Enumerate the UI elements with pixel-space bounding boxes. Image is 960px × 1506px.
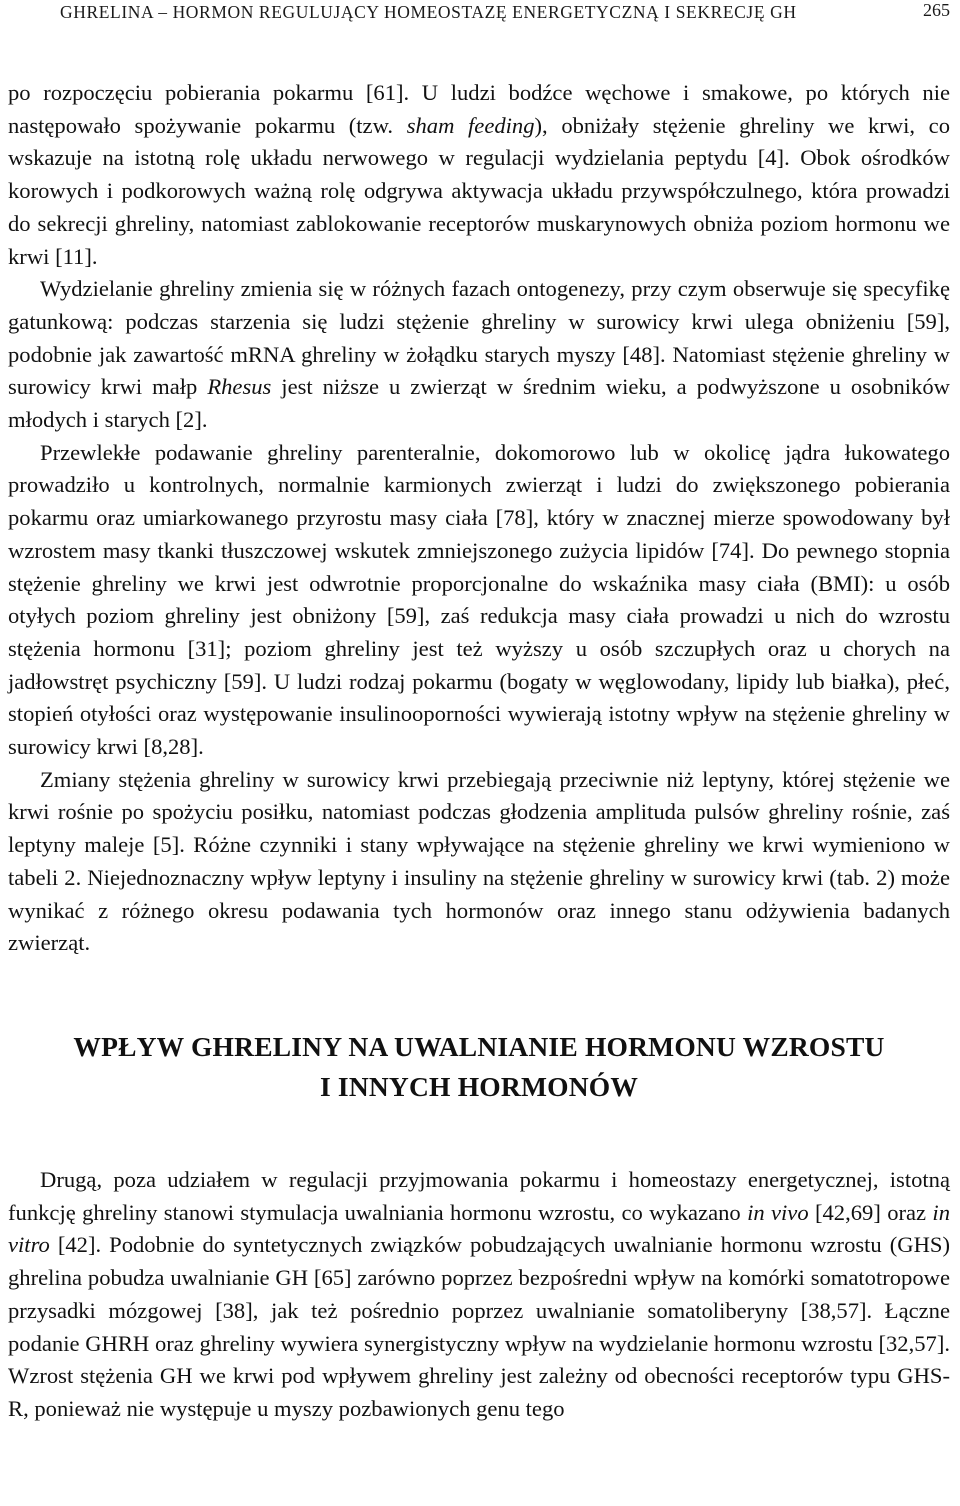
text-run: Zmiany stężenia ghreliny w surowicy krwi przebiegają przeciwnie niż leptyny, której stężenie we krwi rośnie po spożyciu posiłku, natomiast podczas głodzenia amplituda pulsów ghreliny rośnie, zaś leptyny maleje [5]. Różne czynniki i stany wpływające na stężenie ghreliny we krwi wymieniono w tabeli 2. Niejednoznaczny wpływ leptyny i insuliny na stężenie ghreliny w surowicy krwi (tab. 2) może wynikać z różnego okresu podawania tych hormonów oraz innego stanu odżywienia badanych zwierząt. bbox=[8, 766, 950, 956]
running-header bbox=[8, 0, 950, 30]
text-run: [42]. Podobnie do syntetycznych związków pobudzających uwalnianie hormonu wzrostu (GHS) ghrelina pobudza uwalnianie GH [65] zarówno poprzez bezpośredni wpływ na komórki somatotropowe przysadki mózgowej [38], jak też pośrednio poprzez uwalnianie somatoliberyny [38,57]. Łączne podanie GHRH oraz ghreliny wywiera synergistyczny wpływ na wydzielanie hormonu wzrostu [32,57]. Wzrost stężenia GH we krwi pod wpływem ghreliny jest zależny od obecności receptorów typu GHS-R, ponieważ nie występuje u myszy pozbawionych genu tego bbox=[8, 1232, 950, 1421]
section-heading-line-1: WPŁYW GHRELINY NA UWALNIANIE HORMONU WZROSTU bbox=[73, 1030, 885, 1062]
text-run: Przewlekłe podawanie ghreliny parenteralnie, dokomorowo lub w okolicę jądra łukowatego prowadziło u kontrolnych, normalnie karmionych zwierząt i ludzi do zwiększonego pobierania pokarmu oraz umiarkowanego przyrostu masy ciała [78], który w znacznej mierze spowodowany był wzrostem masy tkanki tłuszczowej wskutek zmniejszonego zużycia lipidów [74]. Do pewnego stopnia stężenie ghreliny we krwi jest odwrotnie proporcjonalne do wskaźnika masy ciała (BMI): u osób otyłych poziom ghreliny jest obniżony [59], zaś redukcja masy ciała prowadzi u nich do wzrostu stężenia hormonu [31]; poziom ghreliny jest też wyższy u osób szczupłych oraz u chorych na jadłowstręt psychiczny [59]. U ludzi rodzaj pokarmu (bogaty w węglowodany, lipidy lub białka), płeć, stopień otyłości oraz występowanie insulinooporności wywierają istotny wpływ na stężenie ghreliny w surowicy krwi [8,28]. bbox=[8, 439, 950, 760]
paragraph-1 bbox=[8, 77, 950, 273]
text-run: jest niższe u zwierząt w średnim wieku, a podwyższone u osobników młodych i starych [2]. bbox=[8, 374, 950, 433]
text-run: ), obniżały stężenie ghreliny we krwi, co wskazuje na istotną rolę układu nerwowego w regulacji wydzielania peptydu [4]. Obok ośrodków korowych i podkorowych ważną rolę odgrywa aktywacja układu przywspółczulnego, która prowadzi do sekrecji ghreliny, natomiast zablokowanie receptorów muskarynowych obniża poziom hormonu we krwi [11]. bbox=[8, 112, 950, 269]
section-heading bbox=[8, 1027, 950, 1107]
italic-term: in vivo bbox=[747, 1199, 809, 1225]
text-run: po rozpoczęciu pobierania pokarmu [61]. U ludzi bodźce węchowe i smakowe, po których nie następowało spożywanie pokarmu (tzw. bbox=[8, 80, 950, 138]
text-run: Wydzielanie ghreliny zmienia się w różnych fazach ontogenezy, przy czym obserwuje się specyfikę gatunkową: podczas starzenia się ludzi stężenie ghreliny w surowicy krwi ulega obniżeniu [59], podobnie jak zawartość mRNA ghreliny w żołądku starych myszy [48]. Natomiast stężenie ghreliny w surowicy krwi małp bbox=[8, 276, 950, 400]
paragraph-2 bbox=[8, 273, 950, 437]
text-run: [42,69] oraz bbox=[808, 1199, 933, 1225]
text-run: Drugą, poza udziałem w regulacji przyjmowania pokarmu i homeostazy energetycznej, istotną funkcję ghreliny stanowi stymulacja uwalniania hormonu wzrostu, co wykazano bbox=[8, 1166, 950, 1225]
italic-term: Rhesus bbox=[207, 374, 272, 400]
page-number: 265 bbox=[923, 0, 950, 20]
italic-term: in vitro bbox=[8, 1199, 950, 1258]
paragraph-5 bbox=[8, 1164, 950, 1426]
italic-term: sham feeding bbox=[406, 112, 535, 138]
paragraph-4 bbox=[8, 764, 950, 960]
paragraph-3 bbox=[8, 437, 950, 764]
section-body-text bbox=[8, 1164, 950, 1426]
running-header-title: GHRELINA – HORMON REGULUJĄCY HOMEOSTAZĘ ENERGETYCZNĄ I SEKRECJĘ GH bbox=[60, 2, 797, 22]
section-heading-line-2: I INNYCH HORMONÓW bbox=[319, 1070, 639, 1102]
body-text bbox=[8, 77, 950, 960]
